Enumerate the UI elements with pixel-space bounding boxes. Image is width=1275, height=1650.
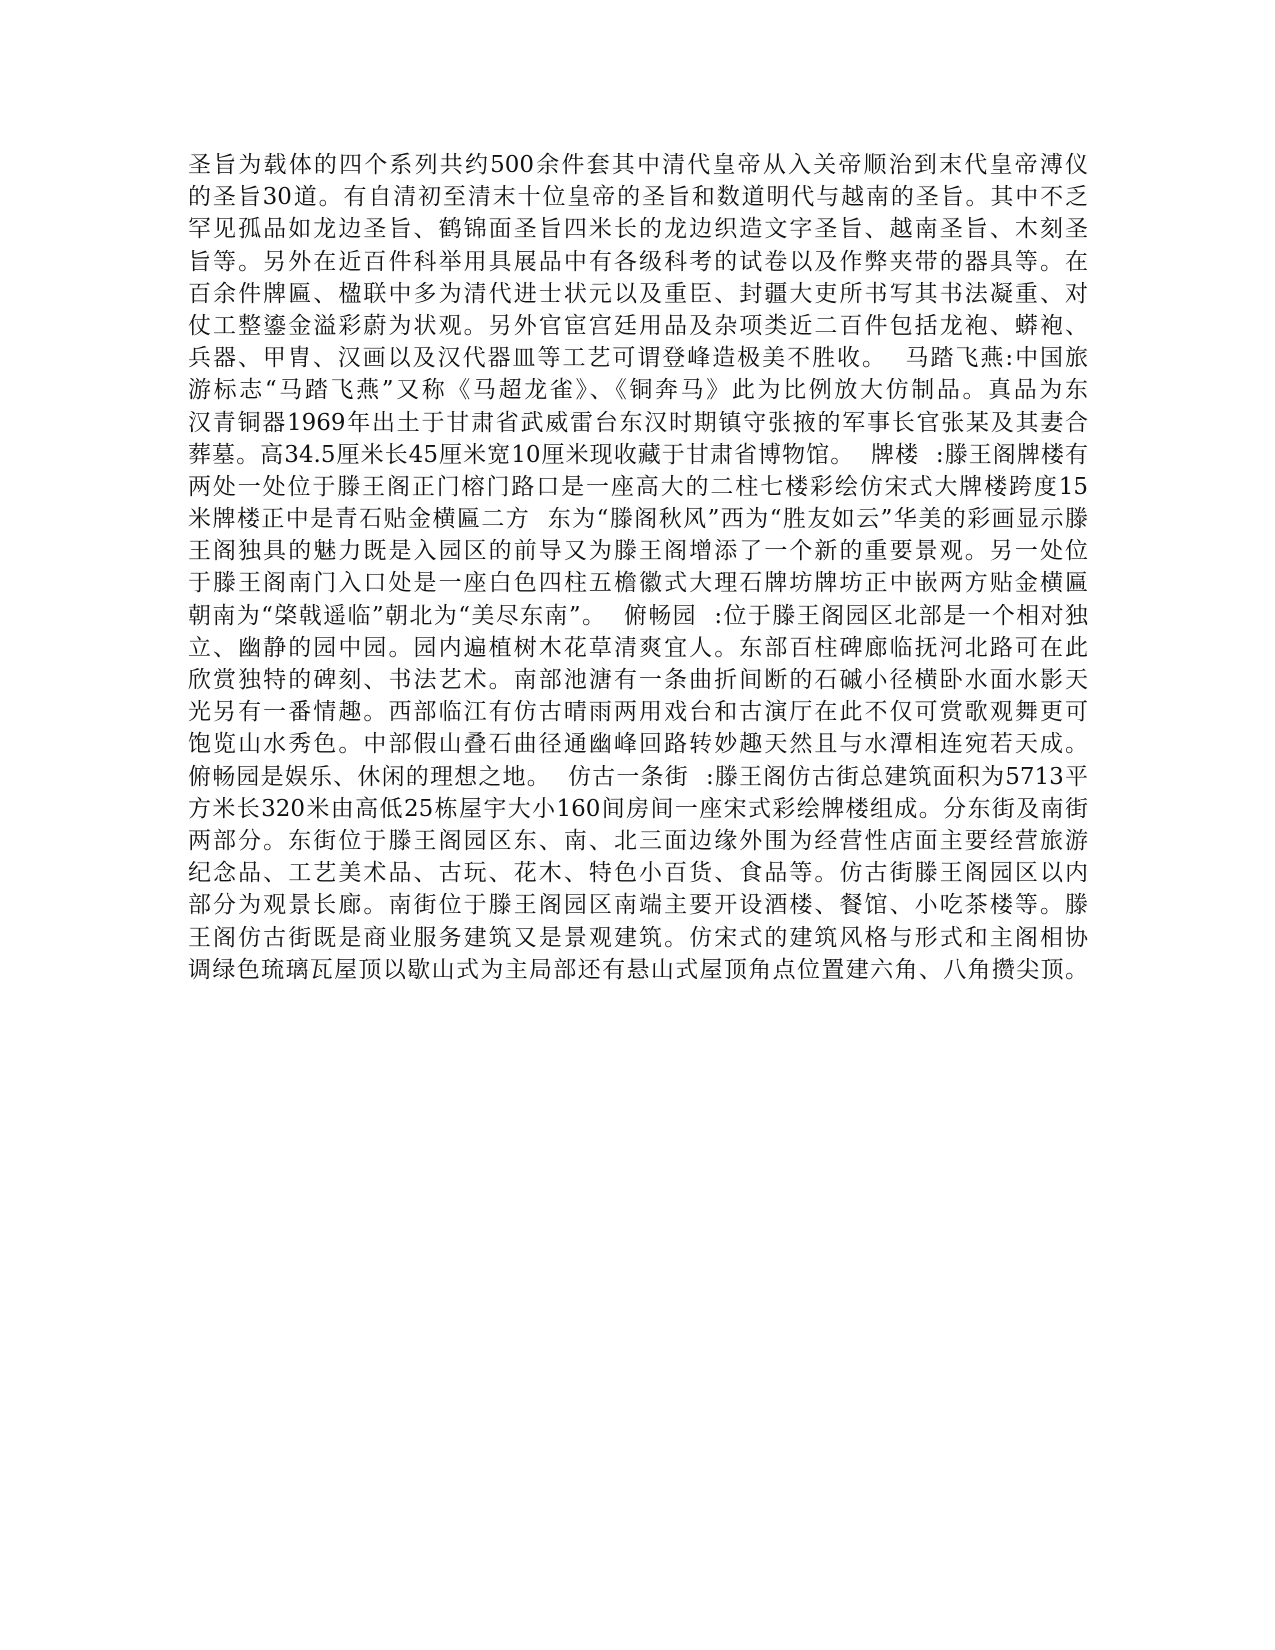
text-line: 朝南为“棨戟遥临”朝北为“美尽东南”。 俯畅园 :位于滕王阁园区北部是一个相对独 [188,602,1088,629]
text-line: 游标志“马踏飞燕”又称《马超龙雀》、《铜奔马》此为比例放大仿制品。真品为东 [188,377,1088,404]
text-line: 立、幽静的园中园。园内遍植树木花草清爽宜人。东部百柱碑廊临抚河北路可在此 [188,634,1088,661]
text-line: 王阁独具的魅力既是入园区的前导又为滕王阁增添了一个新的重要景观。另一处位 [188,538,1088,565]
text-line: 部分为观景长廊。南街位于滕王阁园区南端主要开设酒楼、餐馆、小吃茶楼等。滕 [188,892,1088,919]
text-line: 饱览山水秀色。中部假山叠石曲径通幽峰回路转妙趣天然且与水潭相连宛若天成。 [188,731,1088,758]
text-line: 纪念品、工艺美术品、古玩、花木、特色小百货、食品等。仿古街滕王阁园区以内 [188,860,1088,887]
text-line: 旨等。另外在近百件科举用具展品中有各级科考的试卷以及作弊夹带的器具等。在 [188,248,1088,275]
text-line: 仗工整鎏金溢彩蔚为状观。另外官宦宫廷用品及杂项类近二百件包括龙袍、蟒袍、 [188,312,1088,339]
text-line: 罕见孤品如龙边圣旨、鹤锦面圣旨四米长的龙边织造文字圣旨、越南圣旨、木刻圣 [188,216,1088,243]
text-line: 米牌楼正中是青石贴金横匾二方 东为“滕阁秋风”西为“胜友如云”华美的彩画显示滕 [188,506,1088,533]
text-line: 方米长320米由高低25栋屋宇大小160间房间一座宋式彩绘牌楼组成。分东街及南街 [188,795,1088,822]
text-line: 光另有一番情趣。西部临江有仿古晴雨两用戏台和古演厅在此不仅可赏歌观舞更可 [188,699,1088,726]
text-line: 调绿色琉璃瓦屋顶以歇山式为主局部还有悬山式屋顶角点位置建六角、八角攒尖顶。 [188,956,1088,983]
text-line: 葬墓。高34.5厘米长45厘米宽10厘米现收藏于甘肃省博物馆。 牌楼 :滕王阁牌楼有 [188,441,1088,468]
text-line: 欣赏独特的碑刻、书法艺术。南部池溏有一条曲折间断的石磩小径横卧水面水影天 [188,667,1088,693]
text-line: 两处一处位于滕王阁正门榕门路口是一座高大的二柱七楼彩绘仿宋式大牌楼跨度15 [188,473,1088,500]
text-line: 于滕王阁南门入口处是一座白色四柱五檐徽式大理石牌坊牌坊正中嵌两方贴金横匾 [188,570,1088,597]
text-line: 的圣旨30道。有自清初至清末十位皇帝的圣旨和数道明代与越南的圣旨。其中不乏 [188,184,1088,211]
text-line: 汉青铜器1969年出土于甘肃省武威雷台东汉时期镇守张掖的军事长官张某及其妻合 [188,409,1088,436]
text-line: 两部分。东街位于滕王阁园区东、南、北三面边缘外围为经营性店面主要经营旅游 [188,827,1088,854]
text-line: 圣旨为载体的四个系列共约500余件套其中清代皇帝从入关帝顺治到末代皇帝溥仪 [188,152,1088,178]
text-line: 王阁仿古街既是商业服务建筑又是景观建筑。仿宋式的建筑风格与形式和主阁相协 [188,924,1088,951]
body-paragraph [188,149,1088,986]
text-line: 百余件牌匾、楹联中多为清代进士状元以及重臣、封疆大吏所书写其书法凝重、对 [188,280,1088,307]
text-line: 兵器、甲胄、汉画以及汉代器皿等工艺可谓登峰造极美不胜收。 马踏飞燕:中国旅 [188,345,1088,372]
text-line: 俯畅园是娱乐、休闲的理想之地。 仿古一条街 :滕王阁仿古街总建筑面积为5713平 [188,763,1088,790]
